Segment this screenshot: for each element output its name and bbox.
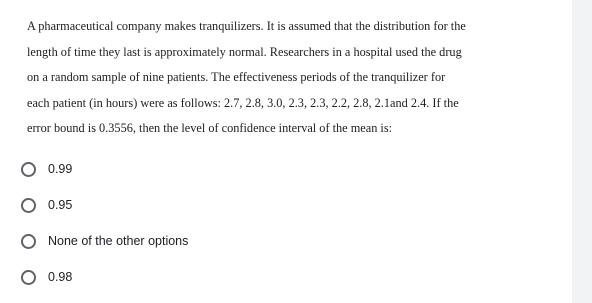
radio-button[interactable] bbox=[21, 234, 36, 249]
option-0-95[interactable] bbox=[21, 187, 188, 223]
question-line: length of time they last is approximately normal. Researchers in a hospital used the drug bbox=[27, 44, 462, 59]
question-text bbox=[27, 14, 537, 142]
question-line: A pharmaceutical company makes tranquilizers. It is assumed that the distribution for the bbox=[27, 19, 466, 33]
side-scroll-strip bbox=[572, 0, 592, 303]
option-none-of-the-other-options[interactable] bbox=[21, 223, 188, 259]
radio-button[interactable] bbox=[21, 270, 36, 285]
option-label[interactable]: 0.95 bbox=[48, 198, 73, 212]
option-label[interactable]: 0.99 bbox=[48, 162, 73, 176]
radio-button[interactable] bbox=[21, 198, 36, 213]
answer-options bbox=[21, 151, 188, 295]
option-0-99[interactable] bbox=[21, 151, 188, 187]
radio-button[interactable] bbox=[21, 162, 36, 177]
option-0-98[interactable] bbox=[21, 259, 188, 295]
option-label[interactable]: 0.98 bbox=[48, 270, 73, 284]
question-line: on a random sample of nine patients. The effectiveness periods of the tranquilizer for bbox=[27, 70, 446, 85]
question-line: each patient (in hours) were as follows: 2.7, 2.8, 3.0, 2.3, 2.3, 2.2, 2.8, 2.1and 2.4. If the bbox=[27, 95, 459, 110]
option-label[interactable]: None of the other options bbox=[48, 234, 189, 248]
question-line: error bound is 0.3556, then the level of confidence interval of the mean is: bbox=[27, 121, 393, 136]
